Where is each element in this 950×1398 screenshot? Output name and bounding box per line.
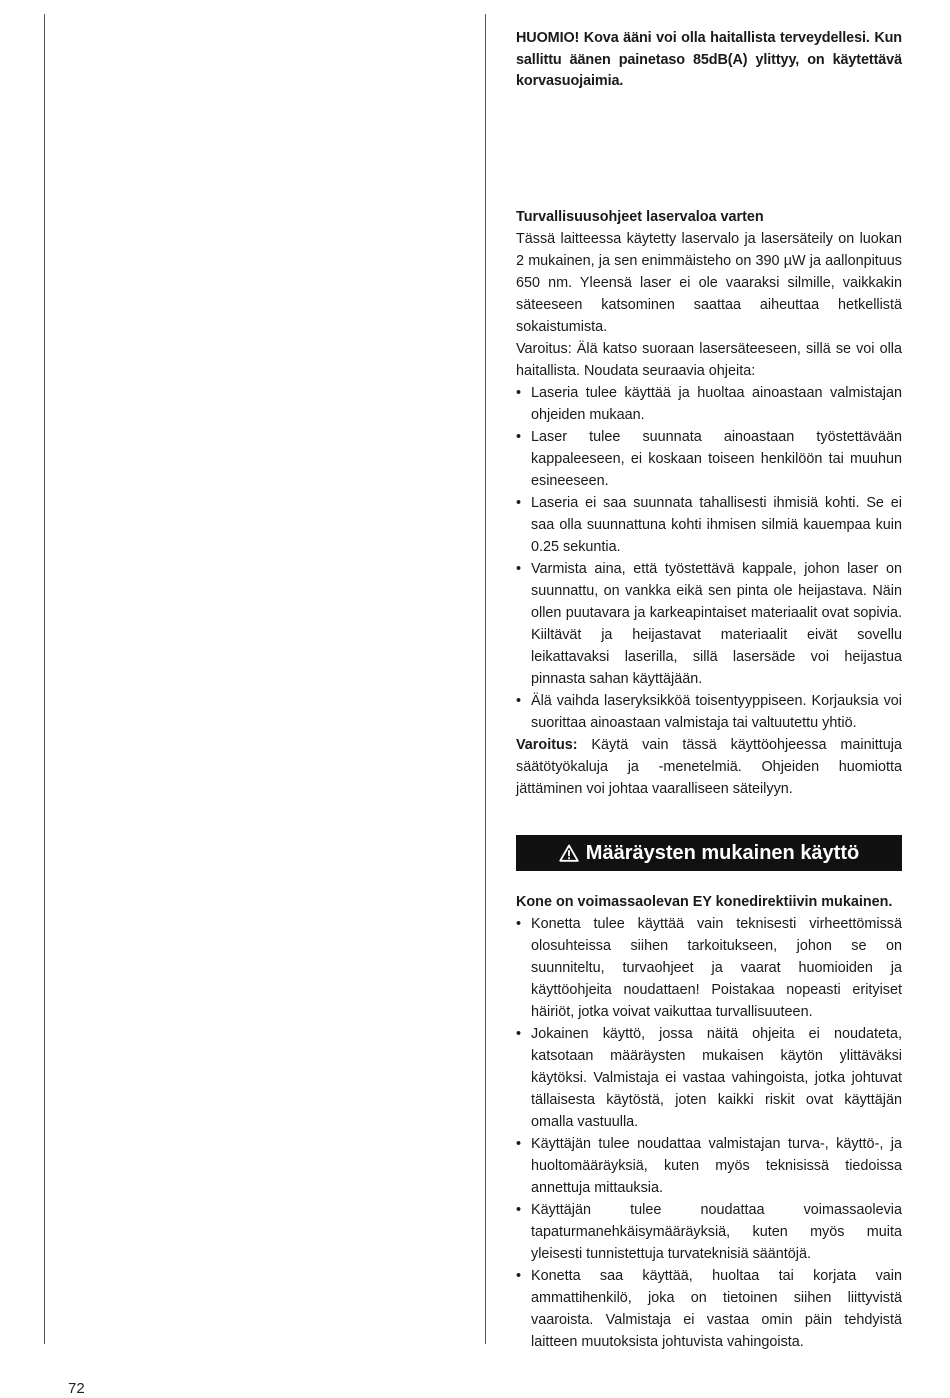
list-item: • Laseria ei saa suunnata tahallisesti ihmisiä kohti. Se ei saa olla suunnattuna kohti ihmisen silmiä kauempaa kuin 0.25 sekuntia. — [516, 492, 902, 558]
warning-text: Käytä vain tässä käyttöohjeessa mainittuja säätötyökaluja ja -menetelmiä. Ohjeiden huomiotta jättäminen voi johtaa vaaralliseen säteilyyn. — [516, 736, 902, 797]
warning-triangle-icon — [559, 844, 579, 862]
list-item: • Älä vaihda laseryksikköä toisentyyppiseen. Korjauksia voi suorittaa ainoastaan valmistaja tai valtuutettu yhtiö. — [516, 690, 902, 734]
left-margin-line — [44, 14, 45, 1344]
section-title: Määräysten mukainen käyttö — [585, 841, 860, 864]
usage-bullet-list — [516, 913, 902, 1353]
list-item: • Laseria tulee käyttää ja huoltaa ainoastaan valmistajan ohjeiden mukaan. — [516, 382, 902, 426]
bullet-icon: • — [516, 428, 522, 445]
laser-intro: Tässä laitteessa käytetty laservalo ja lasersäteily on luokan 2 mukainen, ja sen enimmäisteho on 390 µW ja aallonpituus 650 nm. Yleensä laser ei ole vaaraksi silmille, vaikkakin säteeseen katsominen saattaa aiheuttaa hetkellistä sokaistumista. — [516, 230, 902, 335]
section-header-bar — [516, 835, 902, 871]
noise-warning: HUOMIO! Kova ääni voi olla haitallista terveydellesi. Kun sallittu äänen painetaso 85dB(A) ylittyy, on käytettävä korvasuojaimia. — [516, 30, 902, 89]
bullet-icon: • — [516, 384, 522, 401]
bullet-icon: • — [516, 1025, 522, 1042]
list-item: • Käyttäjän tulee noudattaa valmistajan turva-, käyttö-, ja huoltomääräyksiä, kuten myös teknisissä tiedoissa annettuja mittauksia. — [516, 1133, 902, 1199]
list-item: • Konetta tulee käyttää vain teknisesti virheettömissä olosuhteissa siihen tarkoitukseen, johon se on suunniteltu, turvaohjeet ja vaarat huomioiden ja käyttöohjeita noudattaen! Poistakaa nopeasti erityiset häiriöt, jotka voivat vaikuttaa turvallisuuteen. — [516, 913, 902, 1023]
bullet-icon: • — [516, 494, 522, 511]
page-number: 72 — [68, 1380, 85, 1397]
laser-heading: Turvallisuusohjeet laservaloa varten — [516, 208, 764, 225]
bullet-icon: • — [516, 1267, 522, 1284]
warning-label: Varoitus: — [516, 736, 578, 753]
list-item: • Varmista aina, että työstettävä kappale, johon laser on suunnattu, on vankka eikä sen pinta ole heijastava. Näin ollen puutavara ja karkeapintaiset materiaalit ovat sopivia. Kiiltävät ja heijastavat materiaalit eivät sovellu leikattavaksi laserilla, sillä lasersäde voi heijastua pinnasta sahan käyttäjään. — [516, 558, 902, 690]
laser-final-warning — [516, 734, 902, 800]
right-text-column — [516, 28, 902, 1353]
laser-bullet-list — [516, 382, 902, 734]
bullet-icon: • — [516, 915, 522, 932]
bullet-icon: • — [516, 692, 522, 709]
bullet-icon: • — [516, 560, 522, 577]
list-item: • Laser tulee suunnata ainoastaan työstettävään kappaleeseen, ei koskaan toiseen henkilöön tai muuhun esineeseen. — [516, 426, 902, 492]
section-subheading: Kone on voimassaolevan EY konedirektiivin mukainen. — [516, 893, 893, 910]
bullet-icon: • — [516, 1201, 522, 1218]
laser-caution: Varoitus: Älä katso suoraan lasersäteeseen, sillä se voi olla haitallista. Noudata seuraavia ohjeita: — [516, 340, 902, 379]
list-item: • Käyttäjän tulee noudattaa voimassaolevia tapaturmanehkäisymääräyksiä, kuten myös muita yleisesti tunnistettuja turvateknisiä sääntöjä. — [516, 1199, 902, 1265]
list-item: • Konetta saa käyttää, huoltaa tai korjata vain ammattihenkilö, joka on tietoinen siihen liittyvistä vaaroista. Valmistaja ei vastaa omin päin tehdyistä laitteen muutoksista johtuvista vahingoista. — [516, 1265, 902, 1353]
column-divider-line — [485, 14, 486, 1344]
bullet-icon: • — [516, 1135, 522, 1152]
list-item: • Jokainen käyttö, jossa näitä ohjeita ei noudateta, katsotaan määräysten mukaisen käytön ylittäväksi käytöksi. Valmistaja ei vastaa vahingoista, jotka johtuvat tällaisesta käytöstä, joten kaikki riskit ovat käyttäjän omalla vastuulla. — [516, 1023, 902, 1133]
